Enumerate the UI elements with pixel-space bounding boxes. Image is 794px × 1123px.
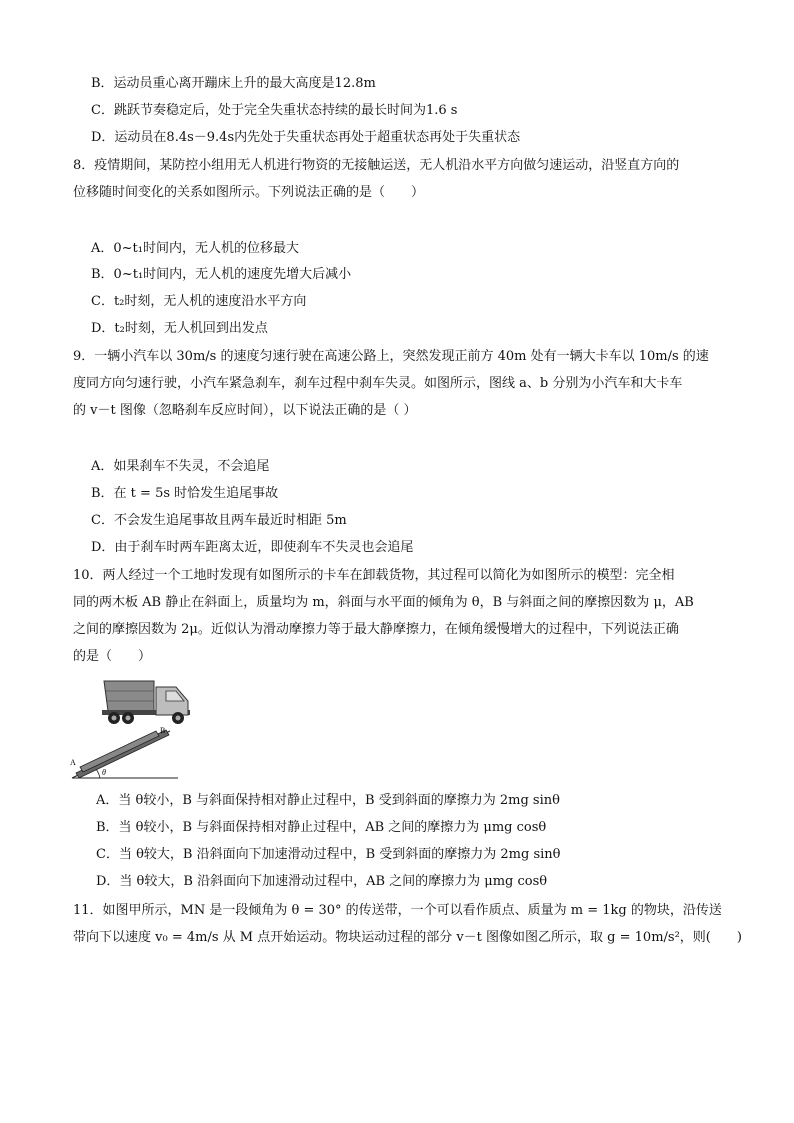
q8-stem-line-2: 位移随时间变化的关系如图所示。下列说法正确的是（ ）	[73, 185, 425, 200]
q11-stem-line-1: 11．如图甲所示，MN 是一段倾角为 θ = 30° 的传送带，一个可以看作质点、质量为 m = 1kg 的物块，沿传送	[73, 903, 722, 918]
q8-option-d: D．t₂时刻，无人机回到出发点	[91, 321, 268, 336]
q8-option-a: A．0~t₁时间内，无人机的位移最大	[91, 241, 299, 256]
dump-truck-incline-figure	[70, 673, 190, 783]
q7-option-c: C．跳跃节奏稳定后，处于完全失重状态持续的最长时间为1.6 s	[91, 103, 458, 118]
q10-stem-line-3: 之间的摩擦因数为 2μ。近似认为滑动摩擦力等于最大静摩擦力，在倾角缓慢增大的过程中，下列说法正确	[73, 622, 679, 637]
q9-option-a: A．如果刹车不失灵，不会追尾	[91, 459, 270, 474]
q8-stem-line-1: 8．疫情期间，某防控小组用无人机进行物资的无接触运送，无人机沿水平方向做匀速运动，沿竖直方向的	[73, 158, 680, 173]
figure-label-theta: θ	[102, 768, 106, 777]
figure-label-b: B	[160, 726, 166, 735]
q9-stem-line-3: 的 v－t 图像（忽略刹车反应时间），以下说法正确的是（ ）	[73, 403, 417, 418]
q9-option-d: D．由于刹车时两车距离太近，即使刹车不失灵也会追尾	[91, 540, 414, 555]
q7-option-b: B．运动员重心离开蹦床上升的最大高度是12.8m	[91, 76, 376, 91]
q10-stem-line-4: 的是（ ）	[73, 649, 152, 664]
q10-option-a: A．当 θ较小，B 与斜面保持相对静止过程中，B 受到斜面的摩擦力为 2mg sinθ	[96, 793, 560, 808]
incline-model	[72, 730, 178, 778]
q8-option-b: B．0~t₁时间内，无人机的速度先增大后减小	[91, 267, 352, 282]
figure-label-a: A	[70, 758, 76, 767]
q10-option-b: B．当 θ较小，B 与斜面保持相对静止过程中，AB 之间的摩擦力为 μmg cosθ	[96, 820, 547, 835]
q7-option-d: D．运动员在8.4s－9.4s内先处于失重状态再处于超重状态再处于失重状态	[91, 130, 521, 145]
q9-option-b: B．在 t = 5s 时恰发生追尾事故	[91, 486, 279, 501]
q9-stem-line-2: 度同方向匀速行驶，小汽车紧急刹车，刹车过程中刹车失灵。如图所示，图线 a、b 分别为小汽车和大卡车	[73, 376, 683, 391]
q10-option-d: D．当 θ较大，B 沿斜面向下加速滑动过程中，AB 之间的摩擦力为 μmg cosθ	[96, 874, 548, 889]
dump-truck	[102, 681, 190, 724]
q9-option-c: C．不会发生追尾事故且两车最近时相距 5m	[91, 513, 347, 528]
q11-stem-line-2: 带向下以速度 v₀ = 4m/s 从 M 点开始运动。物块运动过程的部分 v－t 图像如图乙所示，取 g = 10m/s²，则( )	[73, 930, 742, 945]
q10-stem-line-1: 10．两人经过一个工地时发现有如图所示的卡车在卸载货物，其过程可以简化为如图所示的模型：完全相	[73, 568, 675, 583]
q10-stem-line-2: 同的两木板 AB 静止在斜面上，质量均为 m，斜面与水平面的倾角为 θ，B 与斜面之间的摩擦因数为 μ，AB	[73, 595, 694, 610]
q10-option-c: C．当 θ较大，B 沿斜面向下加速滑动过程中，B 受到斜面的摩擦力为 2mg sinθ	[96, 847, 561, 862]
q8-option-c: C．t₂时刻，无人机的速度沿水平方向	[91, 294, 307, 309]
q9-stem-line-1: 9．一辆小汽车以 30m/s 的速度匀速行驶在高速公路上，突然发现正前方 40m 处有一辆大卡车以 10m/s 的速	[73, 349, 709, 364]
